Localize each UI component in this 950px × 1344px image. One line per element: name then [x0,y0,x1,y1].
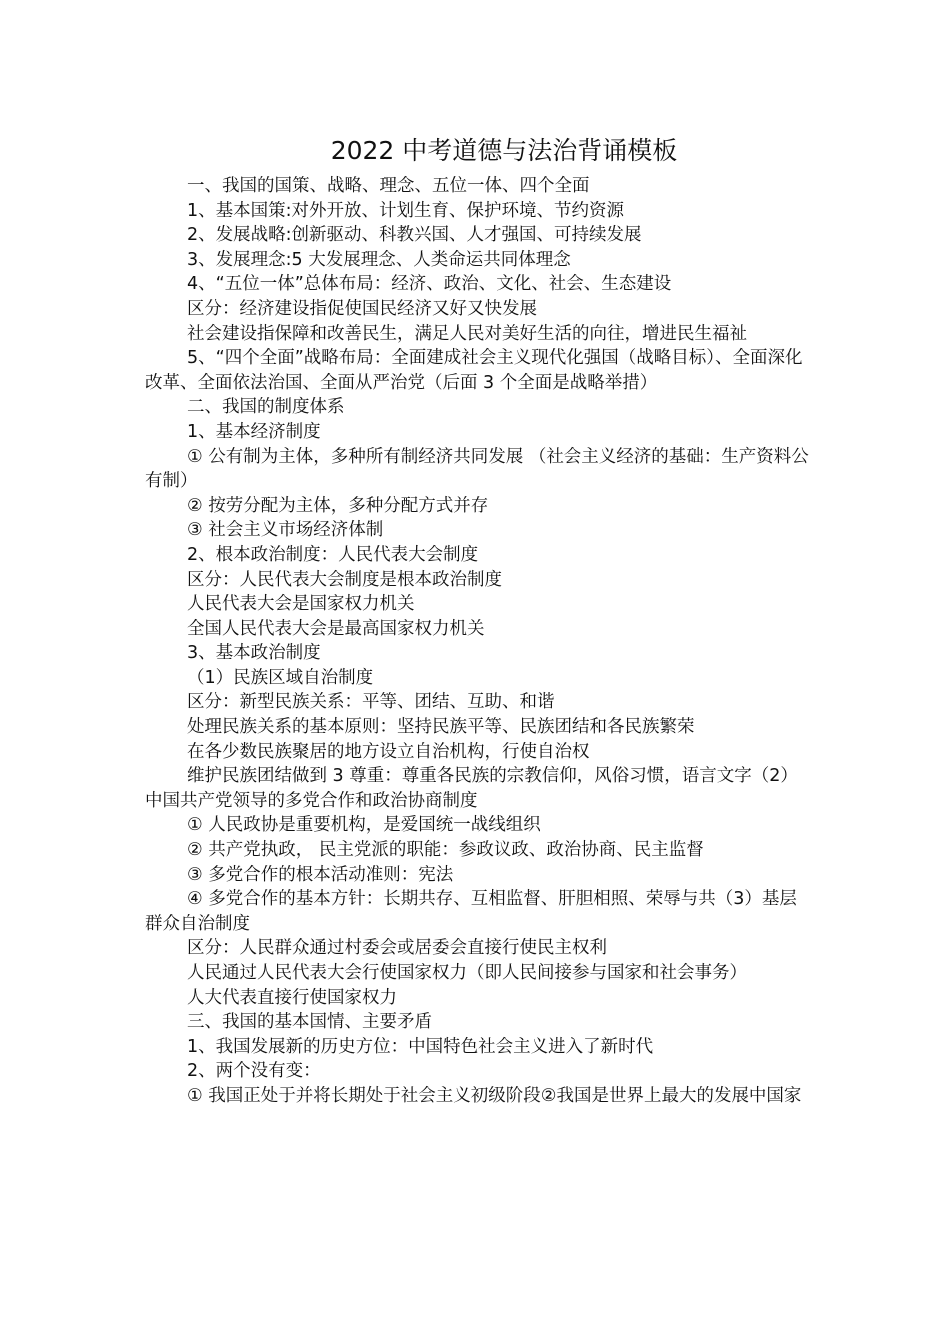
paragraph: 3、基本政治制度 [187,643,321,664]
paragraph: 人大代表直接行使国家权力 [187,987,397,1008]
paragraph: ④ 多党合作的基本方针：长期共存、互相监督、肝胆相照、荣辱与共（3）基层群众自治制度 [145,889,797,934]
paragraph: 2、根本政治制度：人民代表大会制度 [187,544,479,565]
paragraph: 1、基本国策:对外开放、计划生育、保护环境、节约资源 [187,200,625,221]
paragraph: 4、“五位一体”总体布局：经济、政治、文化、社会、生态建设 [187,274,672,295]
paragraph: 全国人民代表大会是最高国家权力机关 [187,618,485,639]
paragraph: 1、基本经济制度 [187,421,321,442]
paragraph: 1、我国发展新的历史方位：中国特色社会主义进入了新时代 [187,1036,654,1057]
paragraph: 一、我国的国策、战略、理念、五位一体、四个全面 [187,176,590,196]
paragraph: 二、我国的制度体系 [187,397,345,418]
paragraph: 维护民族团结做到 3 尊重：尊重各民族的宗教信仰，风俗习惯，语言文字（2）中国共产党领导的多党合作和政治协商制度 [145,766,798,811]
paragraph: ① 人民政协是重要机构，是爱国统一战线组织 [187,815,541,836]
paragraph: 人民通过人民代表大会行使国家权力（即人民间接参与国家和社会事务） [187,963,747,983]
paragraph: ② 共产党执政， 民主党派的职能：参政议政、政治协商、民主监督 [187,840,704,861]
paragraph: 三、我国的基本国情、主要矛盾 [187,1012,432,1033]
document-body [145,174,810,1109]
paragraph: 区分：经济建设指促使国民经济又好又快发展 [187,298,537,319]
paragraph: ② 按劳分配为主体，多种分配方式并存 [187,495,489,516]
paragraph: （1）民族区域自治制度 [187,667,374,688]
paragraph: 区分：新型民族关系：平等、团结、互助、和谐 [187,692,555,713]
paragraph: 处理民族关系的基本原则：坚持民族平等、民族团结和各民族繁荣 [187,717,695,738]
paragraph: 人民代表大会是国家权力机关 [187,594,415,615]
paragraph: ③ 多党合作的根本活动准则：宪法 [187,864,454,885]
paragraph: ① 公有制为主体，多种所有制经济共同发展 （社会主义经济的基础：生产资料公有制） [145,446,809,492]
paragraph: 社会建设指保障和改善民生，满足人民对美好生活的向往，增进民生福祉 [187,323,747,344]
paragraph: ① 我国正处于并将长期处于社会主义初级阶段②我国是世界上最大的发展中国家 [187,1085,802,1106]
paragraph: ③ 社会主义市场经济体制 [187,520,384,541]
paragraph: 区分：人民代表大会制度是根本政治制度 [187,569,502,590]
paragraph: 5、“四个全面”战略布局：全面建成社会主义现代化强国（战略目标）、全面深化改革、全面依法治国、全面从严治党（后面 3 个全面是战略举措） [145,348,803,393]
paragraph: 2、发展战略:创新驱动、科教兴国、人才强国、可持续发展 [187,225,642,246]
paragraph: 3、发展理念:5 大发展理念、人类命运共同体理念 [187,249,571,270]
document-title: 2022 中考道德与法治背诵模板 [330,136,678,165]
paragraph: 在各少数民族聚居的地方设立自治机构，行使自治权 [187,741,590,762]
paragraph: 2、两个没有变： [187,1061,321,1082]
paragraph: 区分：人民群众通过村委会或居委会直接行使民主权利 [187,938,607,959]
